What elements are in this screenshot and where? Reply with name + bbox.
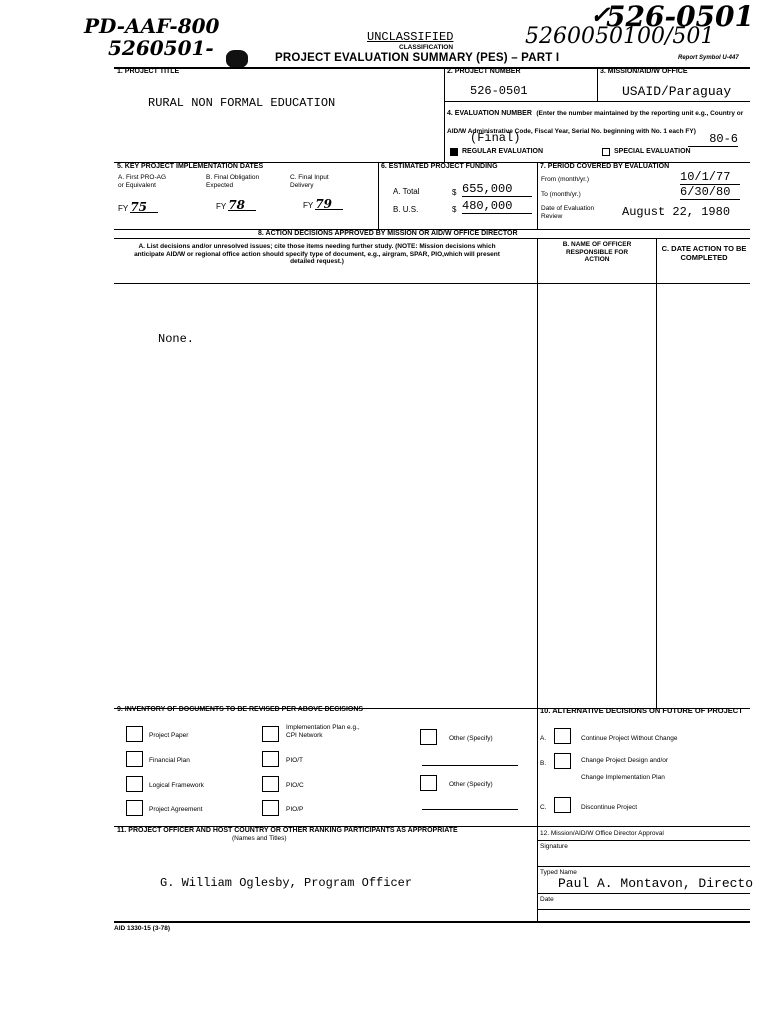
rule-v-537-mid (537, 238, 538, 708)
block10-label: 10. ALTERNATIVE DECISIONS ON FUTURE OF PROJECT (540, 706, 743, 715)
block2-label: 2. PROJECT NUMBER (447, 68, 521, 75)
discontinue-project-checkbox[interactable] (554, 797, 571, 813)
unclassified-stamp: UNCLASSIFIED (367, 30, 454, 44)
final-obligation-label: B. Final Obligation Expected (206, 174, 260, 189)
discontinue-project-label: Discontinue Project (581, 804, 637, 811)
block4-label: 4. EVALUATION NUMBER (447, 110, 532, 117)
funding-us-value: 480,000 (462, 199, 532, 214)
evaluation-final: (Final) (470, 131, 521, 145)
other-specify-checkbox-2[interactable] (420, 775, 437, 791)
rule-v-444 (444, 67, 445, 162)
block5-label: 5. KEY PROJECT IMPLEMENTATION DATES (117, 163, 264, 170)
block11-label-sub: (Names and Titles) (232, 835, 287, 842)
project-number-value: 526-0501 (470, 84, 528, 98)
block4-instruction: (Enter the number maintained by the reporting unit e.g., Country or AID/W Administrative Code, Fiscal Year, Serial No. beginning with No. 1 each FY) (447, 110, 744, 135)
implementation-plan-label: Implementation Plan e.g., CPI Network (286, 724, 360, 739)
handwritten-project-number-left: 5260501- (108, 36, 214, 60)
fy-b (216, 198, 256, 212)
implementation-plan-checkbox[interactable] (262, 726, 279, 742)
change-project-checkbox[interactable] (554, 753, 571, 769)
block6-label: 6. ESTIMATED PROJECT FUNDING (381, 163, 498, 170)
period-from-label: From (month/yr.) (541, 176, 590, 183)
project-officer-value: G. William Oglesby, Program Officer (160, 876, 413, 890)
typed-name-rule (537, 893, 750, 894)
handwritten-project-number-right: 526-0501 (606, 0, 754, 33)
pio-t-checkbox[interactable] (262, 751, 279, 767)
funding-total-value: 655,000 (462, 182, 532, 197)
fy-c (303, 197, 343, 211)
pio-c-checkbox[interactable] (262, 776, 279, 792)
final-input-label: C. Final Input Delivery (290, 174, 329, 189)
block8-title: 8. ACTION DECISIONS APPROVED BY MISSION OR AID/W OFFICE DIRECTOR (258, 230, 518, 237)
project-agreement-checkbox[interactable] (126, 800, 143, 816)
project-agreement-label: Project Agreement (149, 806, 203, 813)
evaluation-code: 80-6 (688, 132, 738, 147)
fy-a (118, 200, 158, 214)
handwritten-reference: 5260050100/501 (525, 24, 715, 49)
rule-bottom (114, 921, 750, 923)
funding-total-currency: $ (452, 188, 457, 197)
fy-c-label: FY (303, 201, 314, 210)
typed-name-value: Paul A. Montavon, Directo (558, 876, 754, 891)
block1-label: 1. PROJECT TITLE (117, 68, 180, 75)
project-title-value: RURAL NON FORMAL EDUCATION (148, 96, 336, 110)
fy-b-label: FY (216, 202, 227, 211)
rule-v-597 (597, 67, 598, 101)
continue-project-label: Continue Project Without Change (581, 735, 678, 742)
alt-a-letter: A. (540, 735, 547, 742)
rule-v-378 (378, 162, 379, 229)
typed-name-label: Typed Name (540, 869, 577, 876)
fy-a-label: FY (118, 204, 129, 213)
logical-framework-checkbox[interactable] (126, 776, 143, 792)
pio-t-label: PIO/T (286, 757, 303, 764)
date-rule (537, 909, 750, 910)
report-symbol: Report Symbol U-447 (678, 55, 739, 61)
logical-framework-label: Logical Framework (149, 782, 204, 789)
ink-blot (226, 50, 248, 68)
action-decision-value: None. (158, 332, 195, 346)
pio-c-label: PIO/C (286, 782, 304, 789)
block8-col-c-header: C. DATE ACTION TO BE COMPLETED (661, 244, 747, 262)
date-label: Date (540, 896, 554, 903)
fy-b-value: 78 (228, 201, 256, 211)
regular-evaluation-label: REGULAR EVALUATION (462, 148, 544, 155)
rule-v-537-bottom (537, 708, 538, 921)
financial-plan-label: Financial Plan (149, 757, 190, 764)
form-title: PROJECT EVALUATION SUMMARY (PES) – PART I (275, 52, 560, 64)
block9-label: 9. INVENTORY OF DOCUMENTS TO BE REVISED PER ABOVE DECISIONS (117, 706, 364, 713)
project-paper-checkbox[interactable] (126, 726, 143, 742)
change-design-label: Change Project Design and/or (581, 757, 669, 764)
alt-c-letter: C. (540, 804, 547, 811)
regular-evaluation-checkbox[interactable] (450, 148, 458, 156)
other-specify-checkbox-1[interactable] (420, 729, 437, 745)
rule-v-656 (656, 238, 657, 708)
block8-col-a-header: A. List decisions and/or unresolved issues; cite those items needing further study. (NOTE: Mission decisions which anticipate AID/W or regional office action should specify type of document, e.g., airgram, SPAR, PIO,which will present detailed request.) (134, 243, 500, 265)
form-code: AID 1330-15 (3-78) (114, 925, 170, 932)
period-to-label: To (month/yr.) (541, 191, 581, 198)
fy-a-value: 75 (130, 203, 158, 213)
block7-label: 7. PERIOD COVERED BY EVALUATION (540, 163, 670, 170)
change-implementation-label: Change Implementation Plan (581, 774, 665, 781)
period-to-value: 6/30/80 (680, 185, 740, 200)
other-specify-label-1: Other (Specify) (449, 735, 493, 742)
review-date-label: Date of Evaluation Review (541, 205, 595, 220)
financial-plan-checkbox[interactable] (126, 751, 143, 767)
signature-label: Signature (540, 843, 568, 850)
block11-label: 11. PROJECT OFFICER AND HOST COUNTRY OR OTHER RANKING PARTICIPANTS AS APPROPRIATE (117, 827, 458, 834)
other-specify-line-2 (422, 809, 518, 810)
review-date-value: August 22, 1980 (622, 205, 731, 219)
funding-us-currency: $ (452, 205, 457, 214)
other-specify-line-1 (422, 765, 518, 766)
handwritten-check-mark: ✓ (590, 0, 611, 29)
period-from-value: 10/1/77 (680, 170, 740, 185)
alt-b-letter: B. (540, 760, 547, 767)
rule-under-block8-title (114, 238, 750, 239)
rule-v-537-top (537, 162, 538, 229)
funding-total-label: A. Total (393, 187, 420, 196)
rule-under-block8-head (114, 283, 750, 284)
signature-top-rule (537, 840, 750, 841)
continue-project-checkbox[interactable] (554, 728, 571, 744)
project-paper-label: Project Paper (149, 732, 189, 739)
pio-p-label: PIO/P (286, 806, 304, 813)
funding-us-label: B. U.S. (393, 205, 419, 214)
first-pro-ag-label: A. First PRO-AG or Equivalent (118, 174, 167, 189)
fy-c-value: 79 (315, 200, 343, 210)
special-evaluation-checkbox[interactable] (602, 148, 610, 156)
block3-label: 3. MISSION/AID/W OFFICE (600, 68, 688, 75)
pio-p-checkbox[interactable] (262, 800, 279, 816)
special-evaluation-label: SPECIAL EVALUATION (614, 148, 691, 155)
classification-label: CLASSIFICATION (399, 44, 454, 51)
other-specify-label-2: Other (Specify) (449, 781, 493, 788)
signature-rule (537, 866, 750, 867)
block8-col-b-header: B. NAME OF OFFICER RESPONSIBLE FOR ACTION (562, 241, 632, 263)
handwritten-doc-code: PD-AAF-800 (84, 14, 220, 38)
mission-office-value: USAID/Paraguay (622, 84, 732, 99)
block12-label: 12. Mission/AID/W Office Director Approval (540, 830, 664, 837)
